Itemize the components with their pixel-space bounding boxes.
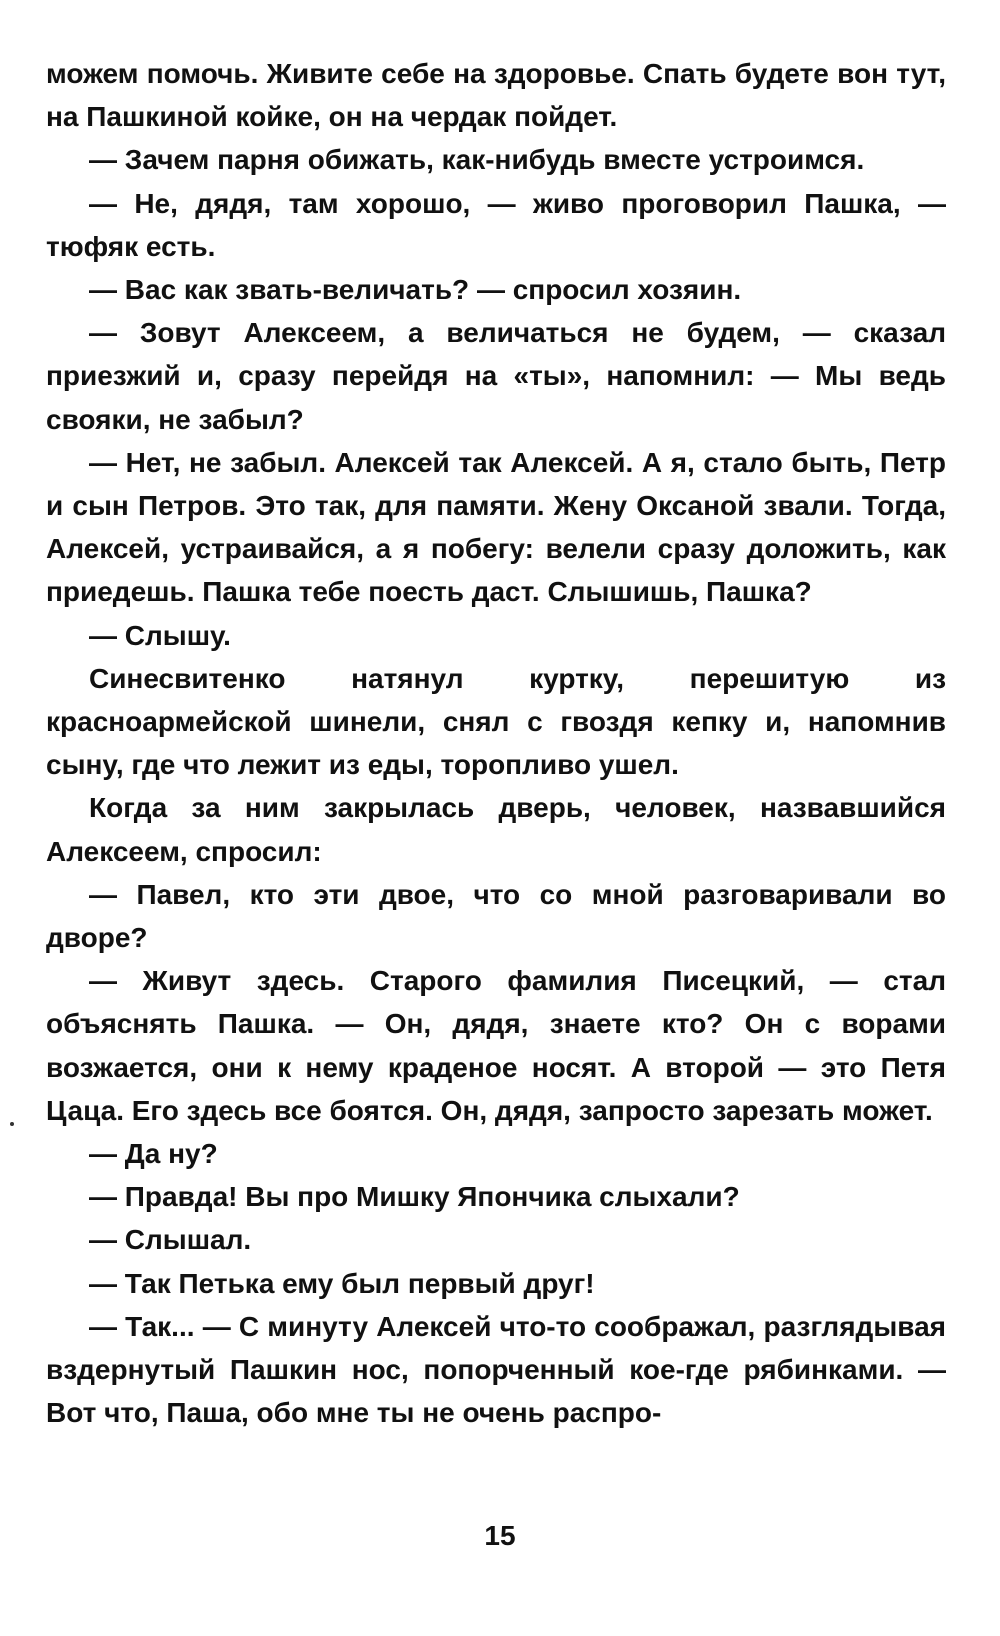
paragraph: — Не, дядя, там хорошо, — живо проговорил Пашка, — тюфяк есть. bbox=[46, 187, 946, 262]
paragraph-continuation: можем помочь. Живите себе на здоровье. Спать будете вон тут, на Пашкиной койке, он на чердак пойдет. bbox=[46, 58, 946, 133]
paragraph: — Живут здесь. Старого фамилия Писецкий, — стал объяснять Пашка. — Он, дядя, знаете кто? Он с ворами возжается, они к нему краденое носят. А второй — это Петя Цаца. Его здесь все боятся. Он, дядя, запросто зарезать может. bbox=[46, 965, 946, 1126]
paragraph: — Слышал. bbox=[89, 1224, 252, 1256]
paragraph: — Зачем парня обижать, как-нибудь вместе устроимся. bbox=[89, 144, 865, 176]
paragraph: — Так... — С минуту Алексей что-то соображал, разглядывая вздернутый Пашкин нос, попорченный кое-где рябинками. — Вот что, Паша, обо мне ты не очень распро- bbox=[46, 1310, 946, 1429]
paragraph: — Зовут Алексеем, а величаться не будем, — сказал приезжий и, сразу перейдя на «ты», напомнил: — Мы ведь свояки, не забыл? bbox=[46, 317, 946, 435]
paragraph: — Нет, не забыл. Алексей так Алексей. А я, стало быть, Петр и сын Петров. Это так, для памяти. Жену Оксаной звали. Тогда, Алексей, устраивайся, а я побегу: велели сразу доложить, как приедешь. Пашка тебе поесть даст. Слышишь, Пашка? bbox=[46, 446, 946, 608]
page-text bbox=[46, 52, 946, 1636]
page-number: 15 bbox=[484, 1520, 516, 1551]
paragraph: — Так Петька ему был первый друг! bbox=[89, 1267, 595, 1299]
margin-mark bbox=[10, 1122, 14, 1126]
paragraph: — Павел, кто эти двое, что со мной разговаривали во дворе? bbox=[46, 878, 946, 954]
paragraph: — Вас как звать-величать? — спросил хозяин. bbox=[89, 274, 742, 306]
paragraph: Когда за ним закрылась дверь, человек, назвавшийся Алексеем, спросил: bbox=[46, 792, 946, 867]
paragraph: — Слышу. bbox=[89, 619, 231, 651]
paragraph: — Правда! Вы про Мишку Япончика слыхали? bbox=[89, 1181, 740, 1213]
paragraph: — Да ну? bbox=[89, 1138, 218, 1170]
paragraph: Синесвитенко натянул куртку, перешитую из красноармейской шинели, снял с гвоздя кепку и, напомнив сыну, где что лежит из еды, торопливо ушел. bbox=[46, 662, 946, 781]
